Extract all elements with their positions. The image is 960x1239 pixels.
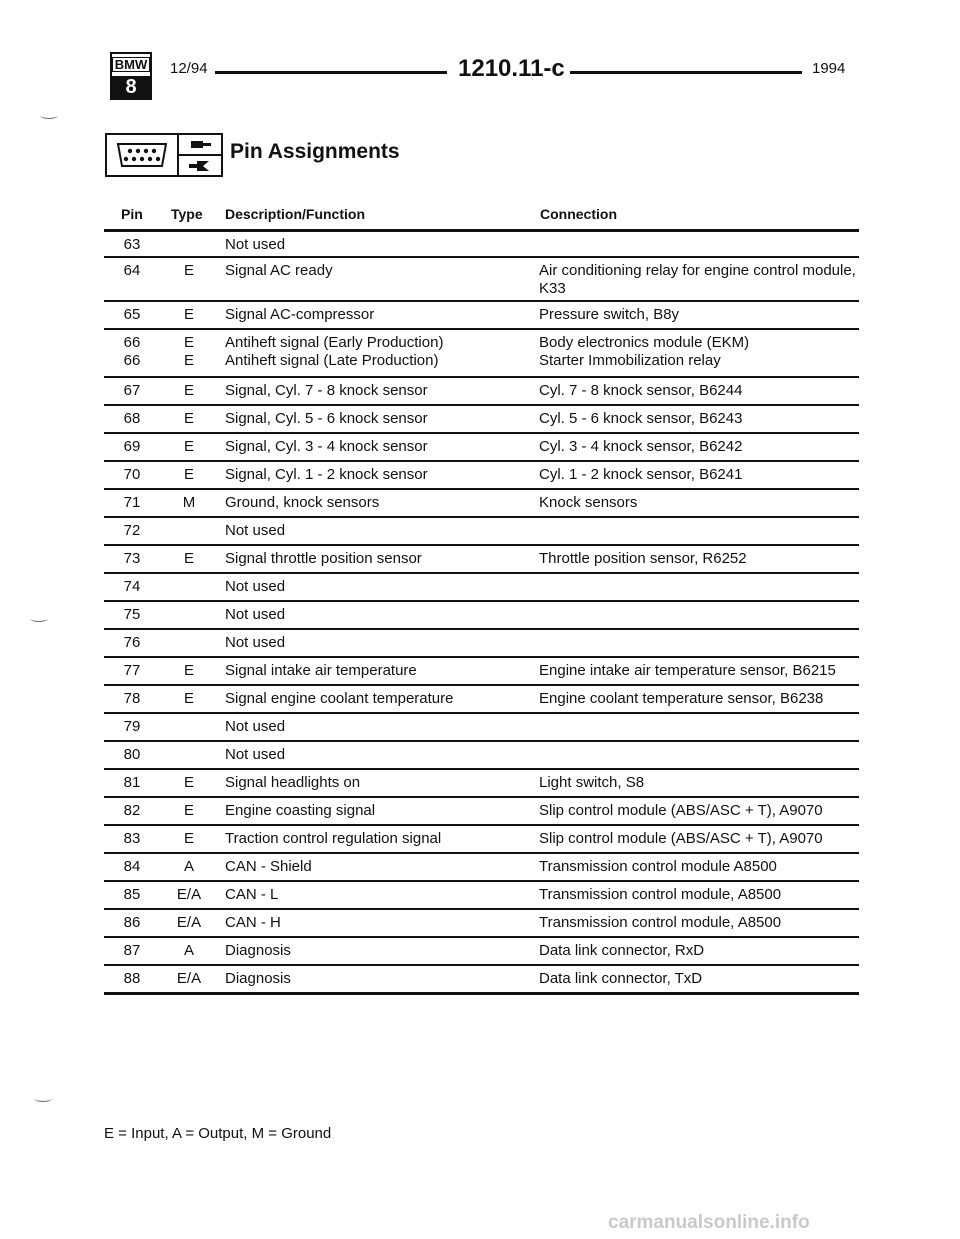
description-cell: Not used — [225, 606, 286, 623]
header-year: 1994 — [812, 60, 846, 77]
type-cell: E — [183, 774, 194, 791]
table-row — [104, 798, 859, 826]
connection-cell: Cyl. 5 - 6 knock sensor, B6243 — [539, 410, 743, 427]
table-row — [104, 574, 859, 602]
pin-cell: 66 66 — [123, 334, 141, 369]
table-row — [104, 882, 859, 910]
table-row — [104, 910, 859, 938]
scan-mark — [30, 615, 48, 622]
connection-cell: Pressure switch, B8y — [539, 306, 680, 323]
description-cell: Ground, knock sensors — [225, 494, 380, 511]
description-cell: CAN - L — [225, 886, 279, 903]
description-cell: Engine coasting signal — [225, 802, 376, 819]
table-row — [104, 546, 859, 574]
pin-cell: 78 — [123, 690, 141, 707]
pin-cell: 87 — [123, 942, 141, 959]
title-icon-box — [105, 133, 223, 177]
table-row — [104, 302, 859, 330]
pin-cell: 73 — [123, 550, 141, 567]
description-cell: Signal AC-compressor — [225, 306, 375, 323]
pin-cell: 85 — [123, 886, 141, 903]
scan-mark — [34, 1095, 52, 1102]
description-cell: Not used — [225, 718, 286, 735]
pin-cell: 63 — [123, 236, 141, 253]
description-cell: Signal AC ready — [225, 262, 333, 279]
page-title: Pin Assignments — [230, 140, 400, 163]
description-cell: Traction control regulation signal — [225, 830, 442, 847]
pin-cell: 70 — [123, 466, 141, 483]
pin-cell: 77 — [123, 662, 141, 679]
type-cell: A — [183, 858, 194, 875]
connection-cell: Cyl. 1 - 2 knock sensor, B6241 — [539, 466, 743, 483]
type-cell: M — [182, 494, 196, 511]
connection-cell: Data link connector, RxD — [539, 942, 705, 959]
connection-cell: Cyl. 7 - 8 knock sensor, B6244 — [539, 382, 743, 399]
description-cell: Signal, Cyl. 7 - 8 knock sensor — [225, 382, 428, 399]
connection-cell: Throttle position sensor, R6252 — [539, 550, 747, 567]
pin-in-icon — [179, 135, 221, 156]
connection-cell: Transmission control module, A8500 — [539, 886, 782, 903]
type-cell: E — [183, 662, 194, 679]
table-row — [104, 232, 859, 258]
pin-cell: 69 — [123, 438, 141, 455]
description-cell: Diagnosis — [225, 970, 291, 987]
connection-cell: Engine coolant temperature sensor, B6238 — [539, 690, 824, 707]
pin-cell: 65 — [123, 306, 141, 323]
table-row — [104, 434, 859, 462]
pin-cell: 82 — [123, 802, 141, 819]
pin-cell: 68 — [123, 410, 141, 427]
pin-cell: 67 — [123, 382, 141, 399]
type-cell: E — [183, 466, 194, 483]
scan-mark — [40, 112, 58, 119]
connection-cell: Body electronics module (EKM) Starter Immobilization relay — [539, 334, 750, 369]
type-cell: E E — [183, 334, 194, 369]
table-row — [104, 258, 859, 302]
table-row — [104, 330, 859, 378]
table-row — [104, 518, 859, 546]
description-cell: CAN - Shield — [225, 858, 312, 875]
connection-cell: Transmission control module A8500 — [539, 858, 777, 875]
pin-cell: 81 — [123, 774, 141, 791]
description-cell: Signal intake air temperature — [225, 662, 417, 679]
connection-cell: Light switch, S8 — [539, 774, 645, 791]
description-cell: Not used — [225, 578, 286, 595]
pin-assignment-table — [104, 229, 859, 995]
column-header-description: Description/Function — [225, 206, 365, 222]
logo-series-number: 8 — [112, 76, 150, 98]
header-rule-left — [215, 71, 447, 74]
pin-cell: 64 — [123, 262, 141, 279]
description-cell: Antiheft signal (Early Production) Antiheft signal (Late Production) — [225, 334, 444, 369]
description-cell: Not used — [225, 634, 286, 651]
type-cell: A — [183, 942, 194, 959]
table-row — [104, 378, 859, 406]
description-cell: Signal headlights on — [225, 774, 361, 791]
table-row — [104, 686, 859, 714]
type-cell: E — [183, 306, 194, 323]
pin-cell: 88 — [123, 970, 141, 987]
type-cell: E/A — [176, 914, 202, 931]
description-cell: CAN - H — [225, 914, 281, 931]
table-row — [104, 490, 859, 518]
connection-cell: Data link connector, TxD — [539, 970, 703, 987]
pin-cell: 72 — [123, 522, 141, 539]
table-row — [104, 714, 859, 742]
description-cell: Signal, Cyl. 1 - 2 knock sensor — [225, 466, 428, 483]
description-cell: Signal throttle position sensor — [225, 550, 422, 567]
table-row — [104, 742, 859, 770]
pin-cell: 84 — [123, 858, 141, 875]
table-row — [104, 462, 859, 490]
header-doc-number: 1210.11-c — [452, 55, 571, 83]
pin-cell: 80 — [123, 746, 141, 763]
pin-cell: 75 — [123, 606, 141, 623]
type-cell: E — [183, 690, 194, 707]
column-header-pin: Pin — [121, 206, 143, 222]
pin-cell: 79 — [123, 718, 141, 735]
description-cell: Not used — [225, 746, 286, 763]
pin-out-icon — [179, 156, 221, 175]
connection-cell: Slip control module (ABS/ASC + T), A9070 — [539, 802, 823, 819]
description-cell: Signal, Cyl. 3 - 4 knock sensor — [225, 438, 428, 455]
type-cell: E — [183, 262, 194, 279]
connector-pins-icon — [107, 135, 179, 175]
connection-cell: Engine intake air temperature sensor, B6215 — [539, 662, 836, 679]
table-row — [104, 966, 859, 995]
table-row — [104, 826, 859, 854]
connection-cell: Cyl. 3 - 4 knock sensor, B6242 — [539, 438, 743, 455]
table-row — [104, 938, 859, 966]
pin-cell: 86 — [123, 914, 141, 931]
description-cell: Signal engine coolant temperature — [225, 690, 454, 707]
watermark: carmanualsonline.info — [608, 1212, 810, 1233]
column-header-connection: Connection — [540, 206, 617, 222]
connection-cell: Slip control module (ABS/ASC + T), A9070 — [539, 830, 823, 847]
table-row — [104, 630, 859, 658]
pin-direction-icon — [179, 135, 221, 175]
pin-cell: 83 — [123, 830, 141, 847]
pin-cell: 74 — [123, 578, 141, 595]
description-cell: Not used — [225, 522, 286, 539]
type-cell: E — [183, 802, 194, 819]
table-row — [104, 406, 859, 434]
type-cell: E/A — [176, 886, 202, 903]
connection-cell: Knock sensors — [539, 494, 638, 511]
pin-cell: 71 — [123, 494, 141, 511]
table-row — [104, 770, 859, 798]
pin-cell: 76 — [123, 634, 141, 651]
header-rule-right — [570, 71, 802, 74]
description-cell: Signal, Cyl. 5 - 6 knock sensor — [225, 410, 428, 427]
table-row — [104, 854, 859, 882]
type-cell: E — [183, 410, 194, 427]
logo-brand-text: BMW — [112, 57, 151, 72]
type-cell: E — [183, 830, 194, 847]
description-cell: Diagnosis — [225, 942, 291, 959]
connection-cell: Transmission control module, A8500 — [539, 914, 782, 931]
table-row — [104, 658, 859, 686]
type-cell: E — [183, 550, 194, 567]
description-cell: Not used — [225, 236, 286, 253]
type-cell: E — [183, 382, 194, 399]
type-legend: E = Input, A = Output, M = Ground — [104, 1125, 332, 1142]
table-row — [104, 602, 859, 630]
column-header-type: Type — [171, 206, 203, 222]
type-cell: E/A — [176, 970, 202, 987]
bmw-series-logo — [110, 52, 152, 100]
type-cell: E — [183, 438, 194, 455]
header-date: 12/94 — [170, 60, 208, 77]
connection-cell: Air conditioning relay for engine control module, K33 — [539, 262, 856, 297]
